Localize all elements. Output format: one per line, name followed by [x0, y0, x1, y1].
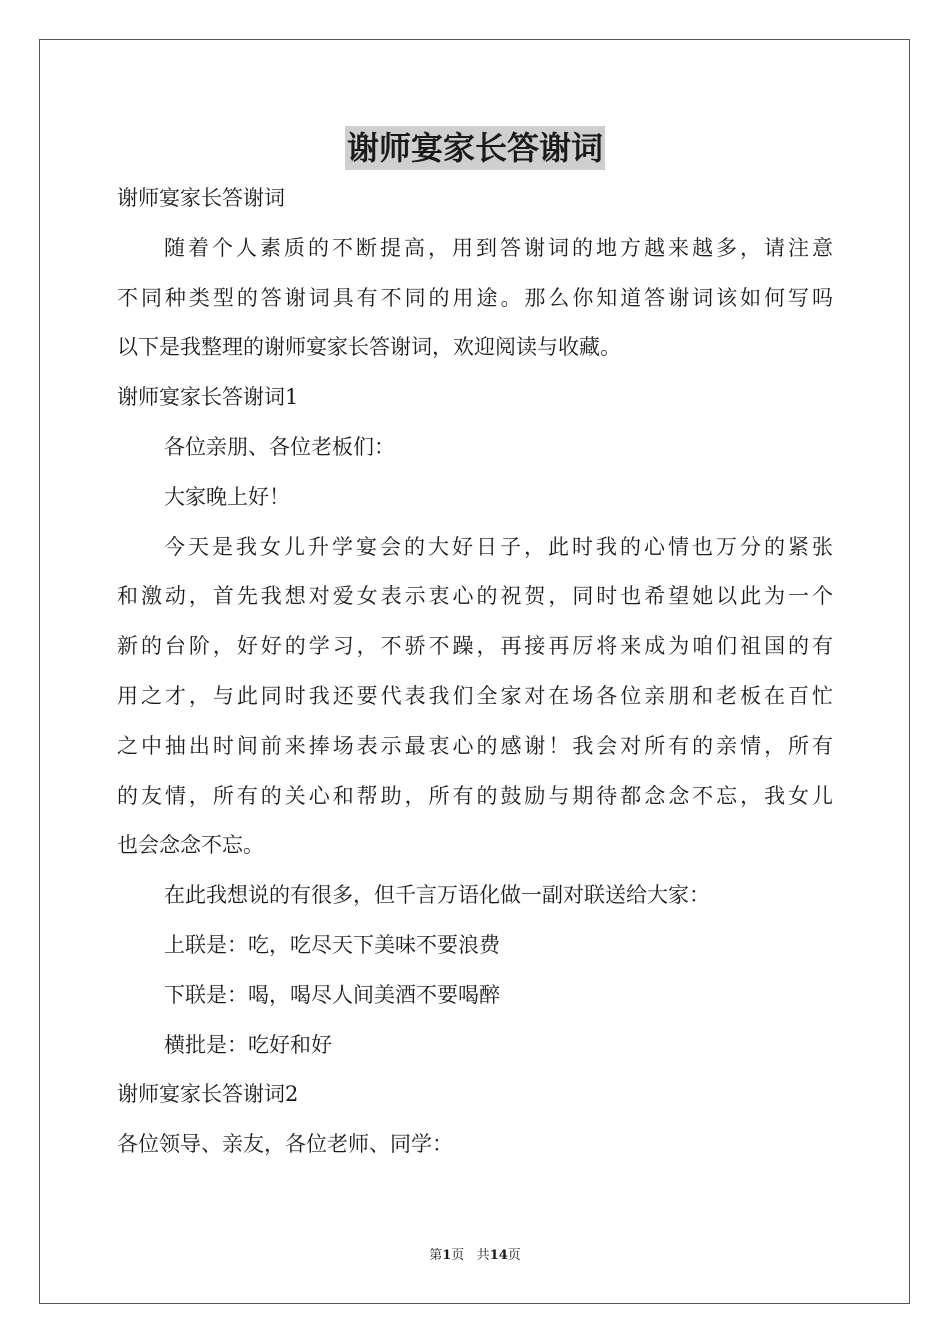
text-line: 今天是我女儿升学宴会的大好日子，此时我的心情也万分的紧张: [164, 534, 833, 559]
text-line: 在此我想说的有很多，但千言万语化做一副对联送给大家：: [164, 883, 710, 908]
text-line: 各位领导、亲友，各位老师、同学：: [117, 1132, 453, 1157]
text-line: 新的台阶，好好的学习，不骄不躁，再接再厉将来成为咱们祖国的有: [117, 634, 833, 659]
text-line: 上联是：吃，吃尽天下美味不要浪费: [164, 932, 500, 957]
text-line: 的友情，所有的关心和帮助，所有的鼓励与期待都念念不忘，我女儿: [117, 783, 833, 808]
text-line: 谢师宴家长答谢词: [117, 186, 285, 210]
total-label-prefix: 共: [476, 1248, 490, 1263]
total-pages: 14: [489, 1248, 508, 1263]
text-line: 用之才，与此同时我还要代表我们全家对在场各位亲朋和老板在百忙: [117, 683, 833, 708]
page-label-prefix: 第: [429, 1248, 443, 1263]
text-line: 谢师宴家长答谢词1: [117, 385, 299, 410]
text-line: 之中抽出时间前来捧场表示最衷心的感谢！我会对所有的亲情，所有: [117, 733, 833, 758]
page-number: 1: [442, 1248, 452, 1263]
text-line: 谢师宴家长答谢词2: [117, 1082, 299, 1107]
text-line: 随着个人素质的不断提高，用到答谢词的地方越来越多，请注意: [164, 235, 833, 260]
text-line: 不同种类型的答谢词具有不同的用途。那么你知道答谢词该如何写吗: [117, 285, 833, 310]
text-line: 各位亲朋、各位老板们：: [164, 434, 395, 459]
document-body: [117, 174, 833, 1170]
text-line: 大家晚上好！: [164, 484, 290, 509]
text-line: 和激动，首先我想对爱女表示衷心的祝贺，同时也希望她以此为一个: [117, 584, 833, 609]
document-title: 谢师宴家长答谢词: [345, 126, 605, 170]
page-label-suffix: 页: [451, 1248, 465, 1263]
title-container: [0, 126, 950, 170]
page-footer: [0, 1247, 950, 1265]
text-line: 也会念念不忘。: [117, 833, 264, 858]
total-label-suffix: 页: [507, 1248, 521, 1263]
text-line: 下联是：喝，喝尽人间美酒不要喝醉: [164, 982, 500, 1007]
text-line: 横批是：吃好和好: [164, 1032, 332, 1057]
text-line: 以下是我整理的谢师宴家长答谢词，欢迎阅读与收藏。: [117, 335, 621, 360]
